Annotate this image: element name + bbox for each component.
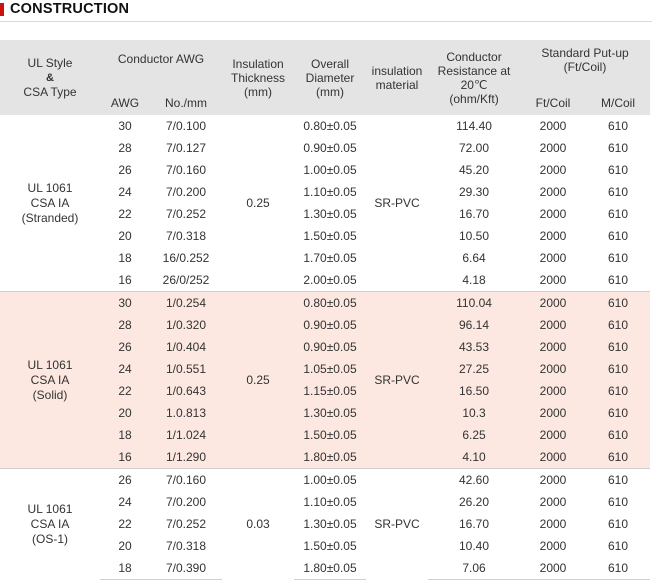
- awg-cell: 16: [100, 269, 150, 292]
- ft-coil-cell: 2000: [520, 491, 586, 513]
- header-conductor-resistance: Conductor Resistance at 20℃ (ohm/Kft): [428, 40, 520, 115]
- ft-coil-cell: 2000: [520, 424, 586, 446]
- resistance-cell: 16.50: [428, 380, 520, 402]
- ft-coil-cell: 2000: [520, 358, 586, 380]
- diameter-cell: 1.80±0.05: [294, 557, 366, 580]
- resistance-cell: 43.53: [428, 336, 520, 358]
- no-mm-cell: 7/0.200: [150, 181, 222, 203]
- m-coil-cell: 610: [586, 535, 650, 557]
- no-mm-cell: 7/0.252: [150, 203, 222, 225]
- ft-coil-cell: 2000: [520, 557, 586, 580]
- no-mm-cell: 26/0/252: [150, 269, 222, 292]
- m-coil-cell: 610: [586, 380, 650, 402]
- m-coil-cell: 610: [586, 402, 650, 424]
- ft-coil-cell: 2000: [520, 247, 586, 269]
- ft-coil-cell: 2000: [520, 225, 586, 247]
- material-cell: SR-PVC: [366, 115, 428, 292]
- diameter-cell: 0.80±0.05: [294, 115, 366, 137]
- diameter-cell: 1.80±0.05: [294, 446, 366, 469]
- resistance-cell: 72.00: [428, 137, 520, 159]
- resistance-cell: 10.40: [428, 535, 520, 557]
- thickness-cell: 0.25: [222, 115, 294, 292]
- ul-style-cell: [0, 292, 100, 469]
- ul-style-line: UL 1061: [27, 357, 73, 372]
- ft-coil-cell: 2000: [520, 336, 586, 358]
- ul-style-cell: [0, 469, 100, 580]
- diameter-cell: 1.50±0.05: [294, 225, 366, 247]
- m-coil-cell: 610: [586, 137, 650, 159]
- resistance-cell: 6.25: [428, 424, 520, 446]
- ft-coil-cell: 2000: [520, 380, 586, 402]
- ft-coil-cell: 2000: [520, 203, 586, 225]
- section-title: CONSTRUCTION: [10, 1, 130, 17]
- m-coil-cell: 610: [586, 115, 650, 137]
- m-coil-cell: 610: [586, 225, 650, 247]
- ft-coil-cell: 2000: [520, 269, 586, 292]
- resistance-cell: 45.20: [428, 159, 520, 181]
- no-mm-cell: 1.0.813: [150, 402, 222, 424]
- awg-cell: 20: [100, 225, 150, 247]
- ul-style-line: CSA IA: [30, 372, 70, 387]
- awg-cell: 26: [100, 159, 150, 181]
- awg-cell: 26: [100, 469, 150, 492]
- awg-cell: 20: [100, 402, 150, 424]
- awg-cell: 22: [100, 203, 150, 225]
- table-row: [0, 469, 650, 492]
- no-mm-cell: 1/1.290: [150, 446, 222, 469]
- resistance-cell: 4.10: [428, 446, 520, 469]
- ul-style-line: (Stranded): [21, 210, 79, 225]
- awg-cell: 26: [100, 336, 150, 358]
- awg-cell: 28: [100, 137, 150, 159]
- ft-coil-cell: 2000: [520, 402, 586, 424]
- header-no-mm: No./mm: [150, 90, 222, 115]
- no-mm-cell: 16/0.252: [150, 247, 222, 269]
- resistance-cell: 16.70: [428, 203, 520, 225]
- resistance-cell: 10.50: [428, 225, 520, 247]
- group-stranded: [0, 115, 650, 292]
- material-cell: SR-PVC: [366, 469, 428, 580]
- header-ft-coil: Ft/Coil: [520, 90, 586, 115]
- diameter-cell: 1.70±0.05: [294, 247, 366, 269]
- resistance-cell: 10.3: [428, 402, 520, 424]
- no-mm-cell: 1/0.643: [150, 380, 222, 402]
- m-coil-cell: 610: [586, 269, 650, 292]
- no-mm-cell: 1/0.551: [150, 358, 222, 380]
- m-coil-cell: 610: [586, 491, 650, 513]
- no-mm-cell: 7/0.318: [150, 225, 222, 247]
- resistance-cell: 16.70: [428, 513, 520, 535]
- header-insulation-material: insulation material: [366, 40, 428, 115]
- awg-cell: 22: [100, 513, 150, 535]
- ul-style-line: CSA IA: [30, 195, 70, 210]
- header-standard-put-up: Standard Put-up (Ft/Coil): [520, 40, 650, 90]
- diameter-cell: 1.50±0.05: [294, 535, 366, 557]
- no-mm-cell: 1/0.320: [150, 314, 222, 336]
- no-mm-cell: 7/0.200: [150, 491, 222, 513]
- resistance-cell: 7.06: [428, 557, 520, 580]
- m-coil-cell: 610: [586, 446, 650, 469]
- awg-cell: 30: [100, 115, 150, 137]
- header-overall-diameter: Overall Diameter (mm): [294, 40, 366, 115]
- no-mm-cell: 7/0.252: [150, 513, 222, 535]
- ft-coil-cell: 2000: [520, 469, 586, 492]
- awg-cell: 16: [100, 446, 150, 469]
- diameter-cell: 2.00±0.05: [294, 269, 366, 292]
- diameter-cell: 1.15±0.05: [294, 380, 366, 402]
- ft-coil-cell: 2000: [520, 137, 586, 159]
- ul-style-line: UL 1061: [27, 501, 73, 516]
- no-mm-cell: 7/0.160: [150, 469, 222, 492]
- diameter-cell: 1.50±0.05: [294, 424, 366, 446]
- m-coil-cell: 610: [586, 424, 650, 446]
- m-coil-cell: 610: [586, 336, 650, 358]
- resistance-cell: 96.14: [428, 314, 520, 336]
- m-coil-cell: 610: [586, 513, 650, 535]
- awg-cell: 18: [100, 247, 150, 269]
- no-mm-cell: 1/0.254: [150, 292, 222, 315]
- awg-cell: 24: [100, 181, 150, 203]
- header-insulation-thickness: Insulation Thickness (mm): [222, 40, 294, 115]
- ft-coil-cell: 2000: [520, 535, 586, 557]
- resistance-cell: 42.60: [428, 469, 520, 492]
- ft-coil-cell: 2000: [520, 159, 586, 181]
- material-cell: SR-PVC: [366, 292, 428, 469]
- group-solid: [0, 292, 650, 469]
- m-coil-cell: 610: [586, 469, 650, 492]
- table-row: [0, 292, 650, 315]
- resistance-cell: 4.18: [428, 269, 520, 292]
- awg-cell: 28: [100, 314, 150, 336]
- section-header: [0, 0, 652, 22]
- ul-style-cell: [0, 115, 100, 292]
- ul-style-line: (OS-1): [32, 531, 68, 546]
- diameter-cell: 0.90±0.05: [294, 314, 366, 336]
- ul-style-line: CSA IA: [30, 516, 70, 531]
- m-coil-cell: 610: [586, 203, 650, 225]
- diameter-cell: 1.30±0.05: [294, 203, 366, 225]
- diameter-cell: 0.90±0.05: [294, 336, 366, 358]
- no-mm-cell: 7/0.390: [150, 557, 222, 580]
- header-conductor-awg: Conductor AWG: [100, 40, 222, 90]
- awg-cell: 24: [100, 358, 150, 380]
- header-awg: AWG: [100, 90, 150, 115]
- resistance-cell: 29.30: [428, 181, 520, 203]
- no-mm-cell: 1/0.404: [150, 336, 222, 358]
- diameter-cell: 1.00±0.05: [294, 159, 366, 181]
- ft-coil-cell: 2000: [520, 314, 586, 336]
- no-mm-cell: 7/0.160: [150, 159, 222, 181]
- no-mm-cell: 1/1.024: [150, 424, 222, 446]
- diameter-cell: 1.10±0.05: [294, 491, 366, 513]
- diameter-cell: 1.10±0.05: [294, 181, 366, 203]
- ft-coil-cell: 2000: [520, 115, 586, 137]
- m-coil-cell: 610: [586, 181, 650, 203]
- table-row: [0, 115, 650, 137]
- awg-cell: 22: [100, 380, 150, 402]
- title-accent-bar: [0, 3, 4, 16]
- resistance-cell: 6.64: [428, 247, 520, 269]
- diameter-cell: 0.90±0.05: [294, 137, 366, 159]
- group-os1: [0, 469, 650, 580]
- thickness-cell: 0.03: [222, 469, 294, 580]
- m-coil-cell: 610: [586, 247, 650, 269]
- awg-cell: 18: [100, 424, 150, 446]
- ft-coil-cell: 2000: [520, 292, 586, 315]
- m-coil-cell: 610: [586, 557, 650, 580]
- no-mm-cell: 7/0.100: [150, 115, 222, 137]
- diameter-cell: 0.80±0.05: [294, 292, 366, 315]
- m-coil-cell: 610: [586, 358, 650, 380]
- header-m-coil: M/Coil: [586, 90, 650, 115]
- diameter-cell: 1.30±0.05: [294, 402, 366, 424]
- no-mm-cell: 7/0.127: [150, 137, 222, 159]
- diameter-cell: 1.30±0.05: [294, 513, 366, 535]
- awg-cell: 30: [100, 292, 150, 315]
- title-divider: [0, 21, 652, 22]
- ft-coil-cell: 2000: [520, 513, 586, 535]
- no-mm-cell: 7/0.318: [150, 535, 222, 557]
- ul-style-line: UL 1061: [27, 180, 73, 195]
- construction-table: [0, 40, 650, 580]
- resistance-cell: 26.20: [428, 491, 520, 513]
- header-ul-style: UL Style & CSA Type: [0, 40, 100, 115]
- awg-cell: 24: [100, 491, 150, 513]
- diameter-cell: 1.00±0.05: [294, 469, 366, 492]
- resistance-cell: 110.04: [428, 292, 520, 315]
- m-coil-cell: 610: [586, 159, 650, 181]
- awg-cell: 18: [100, 557, 150, 580]
- awg-cell: 20: [100, 535, 150, 557]
- ul-style-line: (Solid): [32, 387, 68, 402]
- resistance-cell: 114.40: [428, 115, 520, 137]
- resistance-cell: 27.25: [428, 358, 520, 380]
- diameter-cell: 1.05±0.05: [294, 358, 366, 380]
- thickness-cell: 0.25: [222, 292, 294, 469]
- m-coil-cell: 610: [586, 314, 650, 336]
- ft-coil-cell: 2000: [520, 446, 586, 469]
- ft-coil-cell: 2000: [520, 181, 586, 203]
- m-coil-cell: 610: [586, 292, 650, 315]
